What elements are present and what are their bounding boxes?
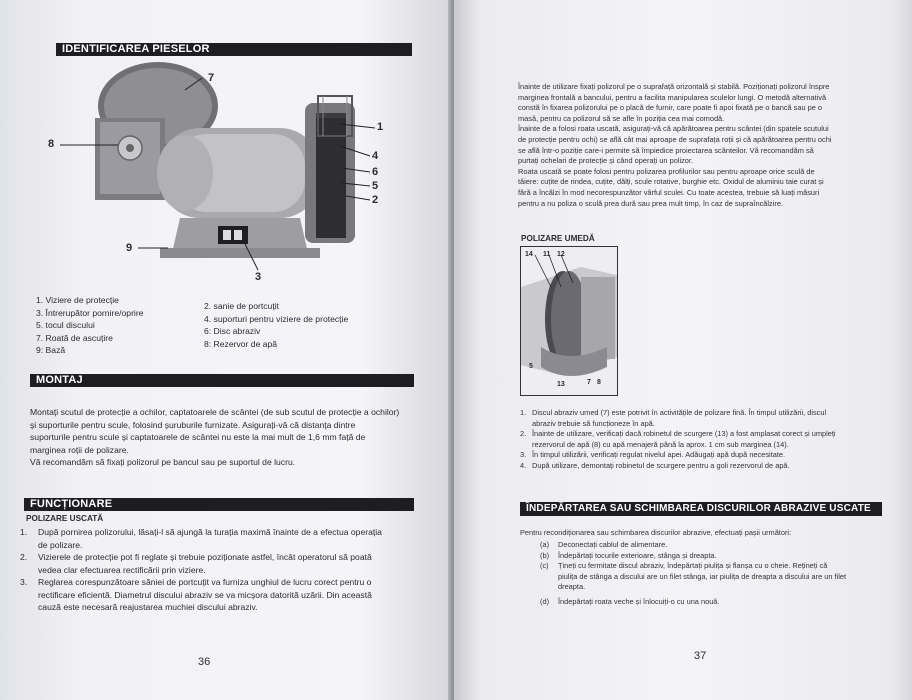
wet-item-1: 1. Discul abraziv umed (7) este potrivit în activitățile de polizare fină. În timpul utilizării, discul abraziv trebuie să funcționeze în apă. bbox=[520, 408, 827, 428]
wet-item-3: 3. În timpul utilizării, verificați regulat nivelul apei. Adăugați apă după necesitate. bbox=[520, 450, 786, 460]
intro-text bbox=[518, 82, 831, 209]
callout-6: 6 bbox=[372, 166, 379, 178]
part-7: 7. Roată de ascuțire bbox=[36, 332, 113, 343]
replace-step-c: (c) Țineți cu fermitate discul abraziv, îndepărtați piulița și flanșa cu o cheie. Rețineți că piulița de stânga a discului are un filet stânga, iar piulița de dreapta a discului are un filet dreapta. bbox=[540, 561, 847, 592]
callout-5: 5 bbox=[372, 180, 379, 192]
intro-line: purtați ochelari de protecție și când operați un polizor. bbox=[518, 156, 694, 166]
parts-list-col2 bbox=[204, 300, 348, 350]
part-2: 2. sanie de portcuțit bbox=[204, 301, 280, 311]
part-6: 6: Disc abraziv bbox=[204, 326, 261, 336]
callout-7: 7 bbox=[208, 72, 215, 84]
wet-callout-13: 13 bbox=[557, 381, 565, 388]
intro-line: tăiere: cuțite de rindea, cuțite, dălți, scule rotative, burghie etc. Oxidul de aluminiu taie curat și bbox=[518, 177, 824, 187]
section-header-montaj: MONTAJ bbox=[30, 374, 414, 387]
part-4: 4. suporturi pentru viziere de protecție bbox=[204, 313, 349, 324]
wet-item-4: 4. După utilizare, demontați robinetul de scurgere pentru a goli rezervorul de apă. bbox=[520, 460, 790, 470]
montaj-line: suporturile pentru scule și captatoarele de scântei nu este la mai mult de 1,6 mm față de bbox=[30, 432, 366, 442]
wet-callout-12: 12 bbox=[557, 251, 565, 258]
callout-4: 4 bbox=[372, 150, 379, 162]
page-number-left: 36 bbox=[198, 656, 211, 668]
wet-grinding-list bbox=[520, 408, 836, 472]
func-item-2: 2. Vizierele de protecție pot fi reglate și trebuie poziționate astfel, încât operatorul să poată vedea clar efectuarea rectificării prin viziere. bbox=[20, 552, 372, 575]
subsection-dry-grinding: POLIZARE USCATĂ bbox=[26, 514, 104, 523]
section-header-identify: IDENTIFICAREA PIESELOR bbox=[56, 43, 412, 56]
page-number-right: 37 bbox=[694, 650, 707, 662]
func-item-3: 3. Reglarea corespunzătoare săniei de portcuțit va furniza unghiul de lucru corect pentru o rectificare eficientă. Diametrul discului abraziv se va micșora datorită uzării. Din această cauză este necesară reajustarea muchiei discului abraziv. bbox=[20, 577, 372, 612]
page-37 bbox=[454, 0, 912, 700]
callout-1: 1 bbox=[377, 121, 384, 133]
wet-callout-5: 5 bbox=[529, 363, 533, 370]
intro-line: de protecție pentru ochi) se află cât mai aproape de suprafața roții și că apărătoarea pentru ochi bbox=[518, 134, 832, 144]
callout-2: 2 bbox=[372, 194, 379, 206]
wet-callout-11: 11 bbox=[543, 251, 551, 258]
section-header-replace-discs: ÎNDEPĂRTAREA SAU SCHIMBAREA DISCURILOR ABRAZIVE USCATE bbox=[520, 502, 882, 516]
callout-8: 8 bbox=[48, 138, 55, 150]
parts-list-col1 bbox=[36, 294, 143, 357]
intro-line: masă, pentru ca polizorul să se afle în poziția cea mai comodă. bbox=[518, 113, 725, 123]
part-3: 3. Întrerupător pornire/oprire bbox=[36, 307, 144, 318]
montaj-text bbox=[30, 406, 399, 469]
replace-step-b: (b) Îndepărtați tocurile exterioare, stânga și dreapta. bbox=[540, 550, 717, 560]
montaj-line: și suporturile pentru scule, folosind șuruburile furnizate. Asigurați-vă că distanța dintre bbox=[30, 419, 356, 430]
wet-callout-14: 14 bbox=[525, 251, 533, 258]
functionare-list bbox=[20, 526, 382, 614]
callout-3: 3 bbox=[255, 271, 262, 283]
intro-line: Înainte de utilizare fixați polizorul pe o suprafață orizontală și stabilă. Poziționați polizorul înspre bbox=[518, 82, 830, 91]
page-36 bbox=[0, 0, 452, 700]
intro-line: constă în fixarea polizorului pe o placă de furnir, care poate fi apoi fixată pe o bancă sau pe o bbox=[518, 103, 823, 113]
subsection-wet-grinding: POLIZARE UMEDĂ bbox=[521, 234, 595, 243]
bench-grinder-illustration bbox=[40, 58, 420, 288]
section-header-functionare: FUNCȚIONARE bbox=[24, 498, 414, 511]
replace-steps-list bbox=[540, 540, 846, 608]
intro-line: Roata uscată se poate folosi pentru polizarea profilurilor sau pentru aproape orice sculă de bbox=[518, 166, 815, 176]
montaj-line: Montați scutul de protecție a ochilor, captatoarele de scântei (de sub scutul de protecție a ochilor) bbox=[30, 407, 400, 417]
wet-item-2: 2. Înainte de utilizare, verificați dacă robinetul de scurgere (13) a fost amplasat corect și umpleți rezervorul de apă (8) cu apă menajeră până la aprox. 1 cm sub marginea (14). bbox=[520, 429, 836, 449]
part-8: 8: Rezervor de apă bbox=[204, 338, 278, 349]
intro-line: marginea frontală a bancului, pentru a facilita manipularea sculelor lungi. O metodă alternativă bbox=[518, 92, 827, 102]
func-item-1: 1. După pornirea polizorului, lăsați-l să ajungă la turația maximă înainte de a efectua operația de polizare. bbox=[20, 527, 382, 550]
part-1: 1. Viziere de protecție bbox=[36, 295, 119, 305]
montaj-line: marginea roții de polizare. bbox=[30, 444, 129, 455]
intro-line: se află într-o poziție care-i permite să împiedice proiectarea scânteilor. Vă recomandăm să bbox=[518, 145, 814, 155]
callout-9: 9 bbox=[126, 242, 133, 254]
part-5: 5. tocul discului bbox=[36, 320, 95, 330]
replace-intro: Pentru recondiționarea sau schimbarea discurilor abrazive, efectuați pașii următori: bbox=[520, 528, 792, 537]
wet-callout-7: 7 bbox=[587, 379, 591, 386]
intro-line: fără a încălzi în mod necorespunzător vârful sculei. Cu toate acestea, trebuie să luați măsuri bbox=[518, 187, 820, 197]
wet-grinding-illustration bbox=[520, 246, 618, 396]
montaj-line: Vă recomandăm să fixați polizorul pe bancul sau pe suportul de lucru. bbox=[30, 457, 296, 467]
replace-step-a: (a) Deconectați cablul de alimentare. bbox=[540, 540, 668, 549]
part-9: 9: Bază bbox=[36, 345, 66, 355]
intro-line: Înainte de a folosi roata uscată, asigurați-vă că apărătoarea pentru scântei (din spatele scutului bbox=[518, 124, 829, 134]
intro-line: pentru a nu poliza o sculă prea dură sau prea mult timp, în caz de supraîncălzire. bbox=[518, 198, 783, 208]
wet-callout-8: 8 bbox=[597, 379, 601, 386]
replace-step-d: (d) Îndepărtați roata veche și înlocuiți-o cu una nouă. bbox=[540, 596, 720, 606]
